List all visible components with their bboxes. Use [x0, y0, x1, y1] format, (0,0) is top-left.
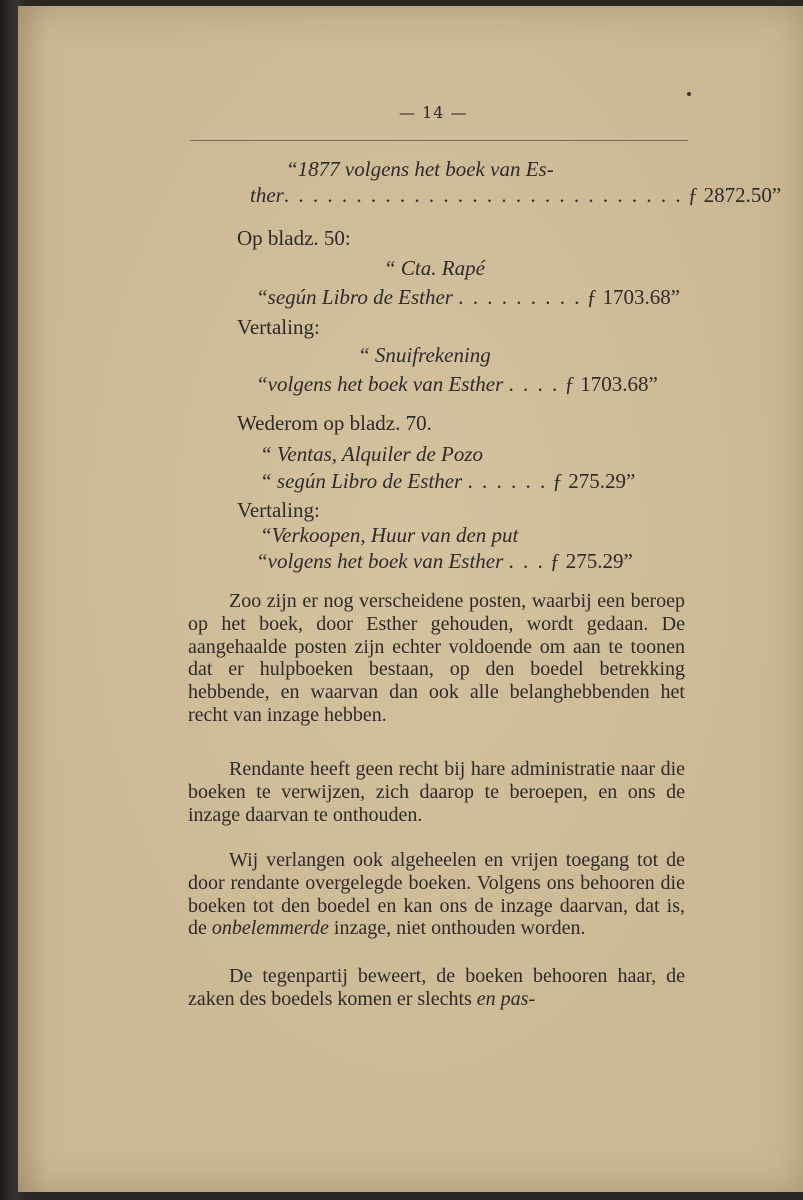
ledger-segun-libro-1 [256, 285, 680, 310]
ledger-cta-rape: “ Cta. Rapé [384, 256, 485, 280]
ledger-text: “volgens het boek van Esther [256, 372, 504, 396]
header-rule [190, 140, 688, 141]
ink-speck [687, 92, 691, 96]
paragraph-1: Zoo zijn er nog verscheidene posten, waarbij een beroep op het boek, door Esther gehouden, wordt gedaan. De aangehaalde posten zijn echter voldoende om aan te toonen dat er hulpboeken bestaan, op den boedel betrekking hebbende, en waarvan dan ook alle belanghebbenden het recht van inzage hebben. [188, 590, 685, 726]
paragraph-4 [188, 965, 685, 1011]
paragraph-3-tail: inzage, niet onthouden worden. [328, 917, 586, 940]
ledger-segun-libro-2 [260, 469, 635, 494]
ledger-line-esther-amount [250, 183, 781, 208]
heading-vertaling-2: Vertaling: [237, 498, 320, 522]
ledger-text: ther [250, 183, 284, 207]
leader-dots: . . . [508, 549, 545, 573]
ledger-text: “volgens het boek van Esther [256, 549, 504, 573]
page-number: — 14 — [399, 103, 468, 122]
heading-wederom-bladz-70: Wederom op bladz. 70. [237, 411, 432, 435]
paragraph-3-text: Wij verlangen ook algeheelen en vrijen toegang tot de door rendante overgelegde boeken. Volgens ons behooren die boeken tot den boedel en kan ons de inzage daarvan, dat is, de [188, 849, 685, 940]
ledger-text: “ según Libro de Esther [260, 469, 463, 493]
amount: ƒ 1703.68” [564, 372, 658, 396]
paragraph-2: Rendante heeft geen recht bij hare administratie naar die boeken te verwijzen, zich daarop te beroepen, en ons de inzage daarvan te onthouden. [188, 758, 685, 826]
heading-vertaling-1: Vertaling: [237, 315, 320, 339]
ledger-text: “según Libro de Esther [256, 285, 453, 309]
heading-op-bladz-50: Op bladz. 50: [237, 226, 351, 250]
ledger-line-1877: “1877 volgens het boek van Es- [286, 157, 554, 181]
leader-dots: . . . . . . . . . [458, 285, 582, 309]
amount: ƒ 275.29” [552, 469, 636, 493]
leader-dots: . . . . [508, 372, 560, 396]
amount: ƒ 275.29” [550, 549, 633, 573]
paragraph-3-emphasis: onbelemmerde [211, 917, 329, 940]
amount: ƒ 2872.50” [687, 183, 782, 207]
leader-dots: . . . . . . . . . . . . . . . . . . . . . . . . . . . . [283, 183, 683, 207]
paragraph-4-text: De tegenpartij beweert, de boeken behooren haar, de zaken des boedels komen er slechts [188, 965, 685, 1010]
ledger-ventas: “ Ventas, Alquiler de Pozo [260, 442, 484, 466]
amount: ƒ 1703.68” [586, 285, 681, 309]
ledger-volgens-boek-1 [256, 372, 658, 397]
ledger-volgens-boek-2 [256, 549, 633, 574]
leader-dots: . . . . . . [467, 469, 548, 493]
paragraph-3 [188, 849, 685, 940]
paragraph-4-emphasis: en pas- [476, 987, 536, 1010]
ledger-snuifrekening: “ Snuifrekening [358, 343, 491, 367]
ledger-verkoopen: “Verkoopen, Huur van den put [260, 523, 519, 547]
